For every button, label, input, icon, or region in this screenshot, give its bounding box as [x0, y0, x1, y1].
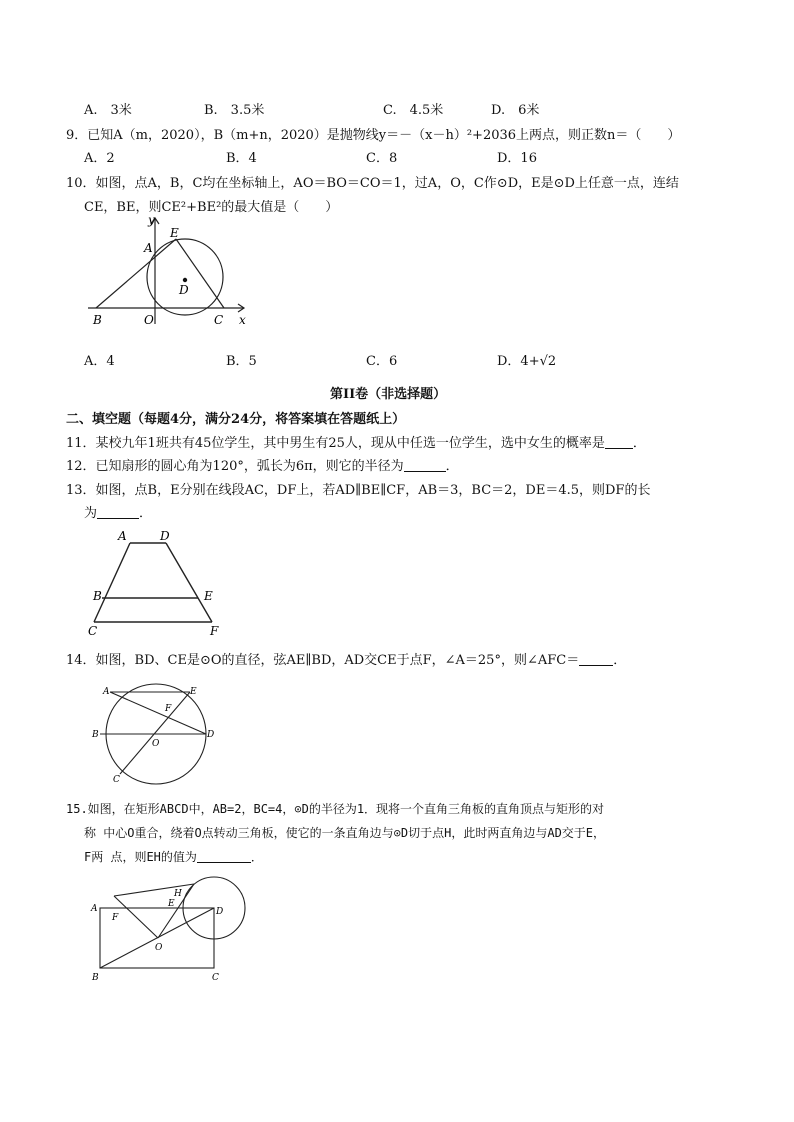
q13-question-line2 — [84, 506, 152, 522]
q15-label-a: A — [91, 904, 98, 914]
q15-label-b: B — [92, 973, 99, 983]
q9-option-a: A．2 — [84, 151, 115, 166]
q15-line3-text: F两 点，则EH的值为 — [84, 850, 197, 864]
q13-label-b: B — [93, 589, 102, 603]
q15-figure — [88, 870, 258, 986]
q14-label-c: C — [113, 775, 120, 785]
q10-label-d: D — [179, 283, 189, 297]
q14-end: ． — [613, 653, 627, 668]
q9-option-c: C．8 — [366, 151, 398, 166]
q9-question: 9．已知A（m，2020），B（m+n，2020）是抛物线y＝－（x－h）²+2036上两点，则正数n＝（ ） — [66, 128, 681, 143]
q8-option-a: A. 3米 — [84, 103, 132, 118]
q14-answer-blank[interactable] — [579, 653, 613, 666]
section-heading: 二、填空题（每题4分，满分24分，将答案填在答题纸上） — [66, 412, 406, 427]
q15-question-line3 — [84, 849, 263, 865]
q13-line2-text: 为 — [84, 506, 98, 521]
q10-label-o: O — [144, 313, 154, 327]
q8-option-d: D. 6米 — [491, 103, 540, 118]
q11-text: 11．某校九年1班共有45位学生，其中男生有25人，现从中任选一位学生，选中女生的概率是 — [66, 436, 605, 451]
q10-question-line1: 10．如图，点A，B，C均在坐标轴上，AO＝BO＝CO＝1，过A，O，C作⊙D，E是⊙D上任意一点，连结 — [66, 176, 679, 191]
q15-label-f: F — [112, 913, 119, 923]
q10-label-c: C — [214, 313, 224, 327]
q13-figure — [84, 526, 234, 638]
q14-label-d: D — [207, 730, 215, 740]
q10-option-d: D．4+√2 — [497, 354, 557, 369]
q9-option-b: B．4 — [226, 151, 257, 166]
q15-question-line2: 称 中心O重合，绕着O点转动三角板，使它的一条直角边与⊙D切于点H，此时两直角边与AD交于E， — [84, 826, 606, 840]
q10-figure — [84, 212, 254, 328]
q15-label-c: C — [212, 973, 219, 983]
q13-label-d: D — [160, 529, 170, 543]
q10-label-x: x — [239, 313, 246, 327]
q14-label-o: O — [152, 739, 160, 749]
q14-question — [66, 653, 626, 669]
q12-end: ． — [445, 459, 459, 474]
q14-label-e: E — [190, 687, 197, 697]
q11-answer-blank[interactable] — [605, 436, 633, 449]
q10-label-y: y — [148, 213, 155, 227]
q10-question-line2: CE，BE，则CE²+BE²的最大值是（ ） — [84, 200, 339, 215]
q12-question — [66, 459, 459, 475]
q10-option-b: B．5 — [226, 354, 257, 369]
q13-question-line1: 13．如图，点B，E分别在线段AC，DF上，若AD∥BE∥CF，AB＝3，BC＝2，DE＝4.5，则DF的长 — [66, 483, 651, 498]
q8-option-c: C. 4.5米 — [383, 103, 444, 118]
q13-label-f: F — [210, 624, 219, 638]
q10-label-b: B — [93, 313, 102, 327]
q15-label-e: E — [168, 899, 175, 909]
q15-question-line1: 15.如图，在矩形ABCD中，AB=2，BC=4，⊙D的半径为1．现将一个直角三角板的直角顶点与矩形的对 — [66, 802, 605, 816]
q10-option-c: C．6 — [366, 354, 398, 369]
q15-label-d: D — [216, 907, 224, 917]
q14-label-a: A — [103, 687, 110, 697]
q8-option-b: B. 3.5米 — [204, 103, 265, 118]
q14-figure — [88, 682, 228, 788]
q10-label-e: E — [170, 226, 179, 240]
q14-label-f: F — [165, 704, 172, 714]
q9-option-d: D．16 — [497, 151, 537, 166]
q14-label-b: B — [92, 730, 99, 740]
q12-answer-blank[interactable] — [404, 459, 446, 472]
q13-end: ． — [139, 506, 153, 521]
q10-label-a: A — [144, 241, 153, 255]
q15-answer-blank[interactable] — [197, 850, 251, 863]
q15-label-o: O — [155, 943, 163, 953]
q15-label-h: H — [174, 889, 182, 899]
q11-end: ． — [632, 436, 646, 451]
q14-text: 14．如图，BD、CE是⊙O的直径，弦AE∥BD，AD交CE于点F，∠A＝25°，则∠AFC＝ — [66, 653, 580, 668]
q11-question — [66, 436, 646, 452]
q10-option-a: A．4 — [84, 354, 115, 369]
q13-label-c: C — [88, 624, 98, 638]
q12-text: 12．已知扇形的圆心角为120°，弧长为6π，则它的半径为 — [66, 459, 404, 474]
section-title: 第II卷（非选择题） — [330, 387, 447, 402]
q13-label-a: A — [118, 529, 127, 543]
q13-label-e: E — [204, 589, 213, 603]
q13-answer-blank[interactable] — [97, 506, 139, 519]
q15-end: ． — [250, 850, 263, 864]
